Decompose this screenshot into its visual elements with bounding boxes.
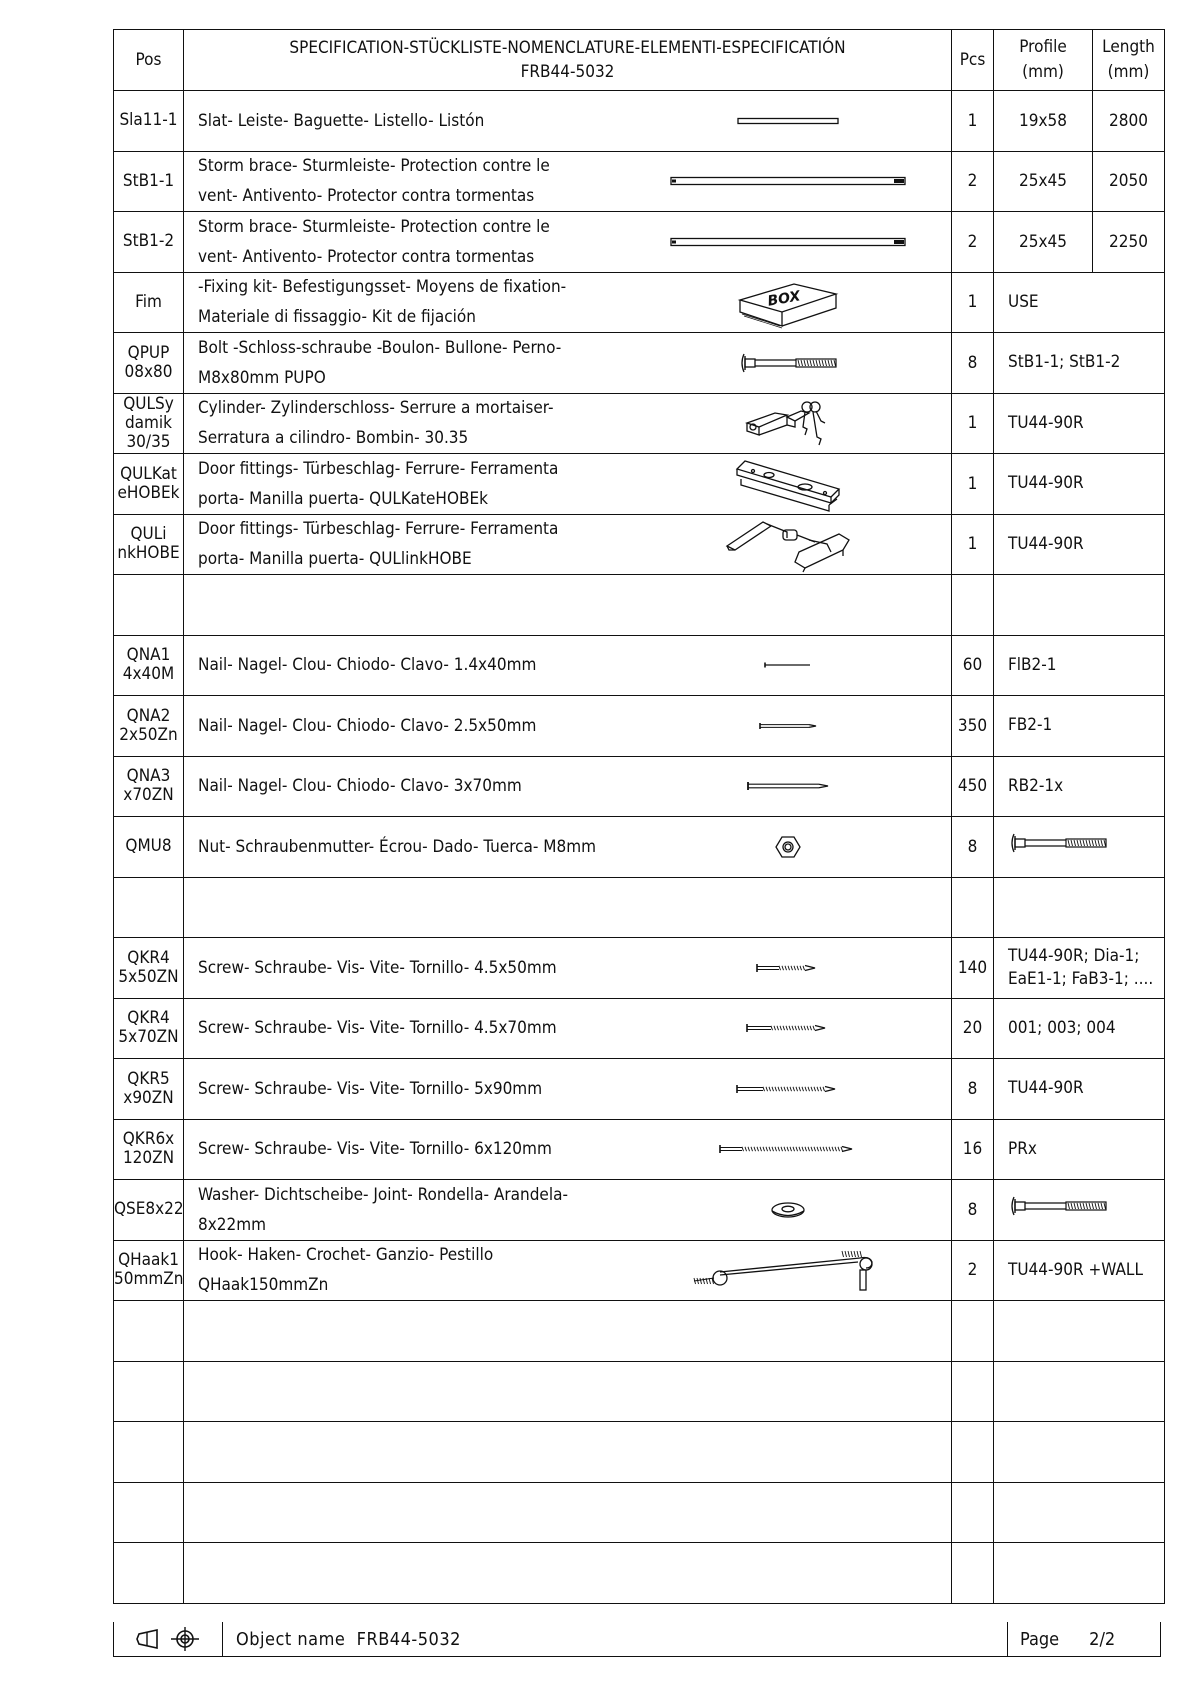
description-cell [184,998,952,1059]
description-lines [198,711,536,741]
pos-cell [114,514,184,575]
description-text [198,333,618,393]
pos-code-line: 08x80 [124,361,173,382]
table-row [114,91,1165,152]
pos-cell [114,696,184,757]
pos-code-line: QKR6x [122,1129,175,1150]
usage-cell [994,998,1165,1059]
description-line: porta- Manilla puerta- QULKateHOBEk [198,488,488,509]
pos-cell [114,998,184,1059]
pos-code-line: QNA3 [126,766,171,787]
pcs-cell [952,1422,994,1483]
description-cell [184,91,952,152]
projection-symbol-icon [114,1622,223,1656]
screw-70-icon [624,999,951,1059]
table-row [114,635,1165,696]
pos-code-line: StB1-1 [122,170,175,191]
header-pcs: Pcs [952,30,994,91]
box-label: BOX [765,288,802,310]
usage-line: RB2-1x [1008,775,1064,796]
pos-code-line: x90ZN [123,1087,174,1108]
cylinder-lock-icon [624,394,951,454]
pos-code-line: QULi [130,524,167,545]
pos-code-line: QKR4 [127,947,170,968]
pcs-cell: 1 [952,514,994,575]
description-line: Serratura a cilindro- Bombin- 30.35 [198,428,469,449]
pos-code-line: QKR5 [127,1068,170,1089]
description-cell [184,1482,952,1543]
description-text [198,91,618,151]
description-line: Door fittings- Türbeschlag- Ferrure- Ferramenta [198,519,559,540]
pos-cell [114,151,184,212]
table-row [114,1240,1165,1301]
door-plate-icon [624,454,951,514]
pcs-cell: 350 [952,696,994,757]
pcs-cell: 2 [952,151,994,212]
description-cell [184,393,952,454]
parts-table [113,29,1165,1604]
description-text [198,696,618,756]
page-label: Page [1020,1628,1060,1650]
description-line: Door fittings- Türbeschlag- Ferrure- Ferramenta [198,458,559,479]
description-cell [184,1422,952,1483]
description-text [198,938,618,998]
length-cell: 2050 [1093,151,1165,212]
pcs-cell: 16 [952,1119,994,1180]
description-cell [184,333,952,394]
pcs-cell: 2 [952,1240,994,1301]
pcs-cell: 8 [952,817,994,878]
pos-code-line: 120ZN [122,1148,175,1169]
description-cell [184,454,952,515]
pos-code-line: QULSy [123,393,174,414]
description-line: QHaak150mmZn [198,1275,329,1296]
header-length-line1: Length [1102,37,1155,57]
description-text [198,1059,618,1119]
description-cell [184,1240,952,1301]
description-cell [184,575,952,636]
description-lines [198,1074,542,1104]
description-lines [198,771,522,801]
pos-code-line: damik [124,412,173,433]
pos-cell [114,212,184,273]
pos-cell [114,1422,184,1483]
usage-cell [994,393,1165,454]
description-lines [198,151,550,211]
slat-icon [624,91,951,151]
pos-cell [114,817,184,878]
usage-line: PRx [1008,1138,1037,1159]
usage-line: TU44-90R [1008,412,1084,433]
table-row [114,756,1165,817]
pos-code-line: x70ZN [123,785,174,806]
pos-cell [114,272,184,333]
pos-code-line: 2x50Zn [119,724,178,745]
storm-brace-icon [624,152,951,212]
pcs-cell [952,877,994,938]
usage-line: USE [1008,291,1039,312]
pos-cell [114,635,184,696]
header-profile [994,30,1093,91]
table-row [114,514,1165,575]
usage-line: TU44-90R [1008,533,1084,554]
pcs-cell [952,1361,994,1422]
usage-cell [994,1240,1165,1301]
description-lines [198,1180,568,1240]
pcs-cell: 8 [952,1180,994,1241]
description-lines [198,212,550,272]
usage-cell [994,635,1165,696]
screw-120-icon [624,1120,951,1180]
description-text [198,999,618,1059]
description-text [198,152,618,212]
usage-cell [994,272,1165,333]
description-cell [184,1301,952,1362]
pos-code-line: eHOBEk [117,482,180,503]
bolt-icon [624,333,951,393]
object-name [236,1622,461,1656]
description-line: 8x22mm [198,1214,267,1235]
table-row [114,1422,1165,1483]
description-line: vent- Antivento- Protector contra tormentas [198,246,535,267]
description-cell [184,938,952,999]
description-line: Nail- Nagel- Clou- Chiodo- Clavo- 3x70mm [198,776,522,797]
description-cell [184,1180,952,1241]
length-cell: 2250 [1093,212,1165,273]
usage-cell [994,696,1165,757]
pos-code-line: 5x70ZN [118,1027,179,1048]
usage-line: TU44-90R [1008,1078,1084,1099]
description-line: Washer- Dichtscheibe- Joint- Rondella- Arandela- [198,1184,568,1205]
description-cell [184,212,952,273]
header-profile-line2: (mm) [1022,62,1064,82]
pos-code-line: QNA1 [126,645,171,666]
pos-code-line: Fim [135,291,162,312]
description-line: Screw- Schraube- Vis- Vite- Tornillo- 4.5x50mm [198,957,557,978]
header-title [184,30,952,91]
bolt-icon [1008,1195,1164,1224]
table-row [114,1361,1165,1422]
description-line: Nut- Schraubenmutter- Écrou- Dado- Tuerca- M8mm [198,836,597,857]
pos-cell [114,1059,184,1120]
description-text [198,757,618,817]
pcs-cell [952,1482,994,1543]
description-cell [184,151,952,212]
page-indicator [1007,1622,1160,1656]
pos-cell [114,333,184,394]
description-lines [198,454,558,514]
screw-50-icon [624,938,951,998]
description-cell [184,1543,952,1604]
description-text [198,1241,618,1301]
description-cell [184,1361,952,1422]
description-lines [198,650,536,680]
description-cell [184,272,952,333]
description-text [198,1120,618,1180]
profile-cell: 25x45 [994,151,1093,212]
nail-large-icon [624,757,951,817]
washer-icon [624,1180,951,1240]
description-lines [198,1013,557,1043]
header-length-line2: (mm) [1107,62,1150,82]
screw-90-icon [624,1059,951,1119]
pcs-cell [952,1301,994,1362]
description-line: Storm brace- Sturmleiste- Protection contre le [198,156,550,177]
length-cell: 2800 [1093,91,1165,152]
table-header-row [114,30,1165,91]
usage-cell [994,1482,1165,1543]
bolt-icon [1008,832,1164,861]
storm-brace-icon [624,212,951,272]
pos-cell [114,1301,184,1362]
usage-cell [994,333,1165,394]
usage-cell [994,877,1165,938]
usage-line: TU44-90R +WALL [1008,1259,1143,1280]
usage-cell [994,1119,1165,1180]
description-lines [198,272,566,332]
description-line: Bolt -Schloss-schraube -Boulon- Bullone- Perno- [198,337,562,358]
door-handle-icon [624,515,951,575]
table-row [114,393,1165,454]
description-cell [184,877,952,938]
table-row [114,1059,1165,1120]
description-line: Hook- Haken- Crochet- Ganzio- Pestillo [198,1245,494,1266]
description-text [198,636,618,696]
specification-sheet [113,29,1161,1622]
pcs-cell [952,1543,994,1604]
pcs-cell: 8 [952,1059,994,1120]
pcs-cell: 20 [952,998,994,1059]
page-value: 2/2 [1089,1628,1116,1650]
table-row [114,151,1165,212]
description-text [198,394,618,454]
description-text [198,212,618,272]
description-lines [198,393,554,453]
usage-cell [994,938,1165,999]
table-row [114,333,1165,394]
pos-code-line: QPUP [127,342,170,363]
pos-code-line: QMU8 [125,836,172,857]
description-lines [198,1240,493,1300]
usage-line: EaE1-1; FaB3-1; .... [1008,968,1154,989]
nail-medium-icon [624,696,951,756]
pcs-cell: 60 [952,635,994,696]
pos-cell [114,91,184,152]
pos-cell [114,1482,184,1543]
description-line: Storm brace- Sturmleiste- Protection contre le [198,216,550,237]
usage-line: TU44-90R [1008,473,1084,494]
pos-code-line: QKR4 [127,1008,170,1029]
nail-small-icon [624,636,951,696]
pos-cell [114,575,184,636]
description-cell [184,514,952,575]
pos-code-line: 30/35 [126,431,171,452]
description-line: Slat- Leiste- Baguette- Listello- Listón [198,110,485,131]
table-row [114,938,1165,999]
header-profile-line1: Profile [1019,37,1067,57]
pcs-cell: 2 [952,212,994,273]
table-row [114,212,1165,273]
description-lines [198,1134,552,1164]
nut-icon [624,817,951,877]
usage-line: StB1-1; StB1-2 [1008,352,1121,373]
usage-cell [994,514,1165,575]
description-cell [184,817,952,878]
description-line: Nail- Nagel- Clou- Chiodo- Clavo- 2.5x50mm [198,715,537,736]
object-name-value: FRB44-5032 [356,1628,461,1650]
description-cell [184,756,952,817]
pcs-cell: 8 [952,333,994,394]
pos-cell [114,1543,184,1604]
usage-cell [994,454,1165,515]
usage-cell [994,1059,1165,1120]
pos-cell [114,393,184,454]
pos-cell [114,938,184,999]
pcs-cell: 1 [952,91,994,152]
object-name-label: Object name [236,1628,346,1650]
usage-line: 001; 003; 004 [1008,1017,1116,1038]
pos-cell [114,756,184,817]
pcs-cell [952,575,994,636]
pos-code-line: 50mmZn [114,1269,184,1290]
description-lines [198,333,561,393]
description-line: Materiale di fissaggio- Kit de fijación [198,307,476,328]
usage-line: TU44-90R; Dia-1; [1008,945,1140,966]
usage-cell [994,817,1165,878]
description-cell [184,1059,952,1120]
description-text [198,273,618,333]
pos-code-line: StB1-2 [122,231,175,252]
table-row [114,1119,1165,1180]
description-line: Screw- Schraube- Vis- Vite- Tornillo- 4.5x70mm [198,1018,557,1039]
profile-cell: 19x58 [994,91,1093,152]
description-text [198,454,618,514]
box-icon [624,273,951,333]
table-row [114,998,1165,1059]
header-pos: Pos [114,30,184,91]
usage-cell [994,575,1165,636]
description-line: porta- Manilla puerta- QULlinkHOBE [198,549,472,570]
usage-cell [994,756,1165,817]
description-lines [198,106,484,136]
description-cell [184,696,952,757]
usage-cell [994,1543,1165,1604]
description-line: -Fixing kit- Befestigungsset- Moyens de fixation- [198,277,567,298]
pos-cell [114,454,184,515]
header-title-line2: FRB44-5032 [520,62,615,82]
pos-cell [114,1361,184,1422]
table-row [114,696,1165,757]
description-cell [184,635,952,696]
usage-line: FlB2-1 [1008,654,1057,675]
table-row [114,817,1165,878]
table-row [114,1482,1165,1543]
hook-icon [624,1241,951,1301]
usage-cell [994,1422,1165,1483]
description-text [198,817,618,877]
usage-cell [994,1180,1165,1241]
table-row [114,1543,1165,1604]
pcs-cell: 1 [952,393,994,454]
pos-cell [114,877,184,938]
usage-line: FB2-1 [1008,715,1053,736]
table-row [114,877,1165,938]
description-line: Screw- Schraube- Vis- Vite- Tornillo- 6x120mm [198,1139,552,1160]
description-lines [198,953,557,983]
pcs-cell: 450 [952,756,994,817]
description-cell [184,1119,952,1180]
table-row [114,1301,1165,1362]
profile-cell: 25x45 [994,212,1093,273]
pcs-cell: 140 [952,938,994,999]
pos-code-line: QHaak1 [118,1250,179,1271]
usage-cell [994,1361,1165,1422]
description-text [198,1180,618,1240]
description-lines [198,514,558,574]
table-row [114,1180,1165,1241]
title-block-footer [113,1622,1161,1657]
pcs-cell: 1 [952,272,994,333]
description-line: Nail- Nagel- Clou- Chiodo- Clavo- 1.4x40mm [198,655,537,676]
description-line: Cylinder- Zylinderschloss- Serrure a mortaiser- [198,398,554,419]
description-line: vent- Antivento- Protector contra tormentas [198,186,535,207]
description-line: Screw- Schraube- Vis- Vite- Tornillo- 5x90mm [198,1078,543,1099]
pos-code-line: QULKat [120,463,177,484]
header-title-line1: SPECIFICATION-STÜCKLISTE-NOMENCLATURE-ELEMENTI-ESPECIFICATIÓN [289,38,846,58]
description-lines [198,832,596,862]
pos-code-line: 5x50ZN [118,966,179,987]
pos-cell [114,1119,184,1180]
pos-cell [114,1240,184,1301]
table-row [114,454,1165,515]
table-row [114,575,1165,636]
description-line: M8x80mm PUPO [198,367,326,388]
pcs-cell: 1 [952,454,994,515]
pos-code-line: Sla11-1 [119,110,178,131]
description-text [198,515,618,575]
usage-cell [994,1301,1165,1362]
pos-code-line: QNA2 [126,705,171,726]
pos-code-line: QSE8x22 [114,1199,184,1220]
header-length [1093,30,1165,91]
pos-cell [114,1180,184,1241]
pos-code-line: nkHOBE [117,543,180,564]
table-row [114,272,1165,333]
pos-code-line: 4x40M [122,664,175,685]
